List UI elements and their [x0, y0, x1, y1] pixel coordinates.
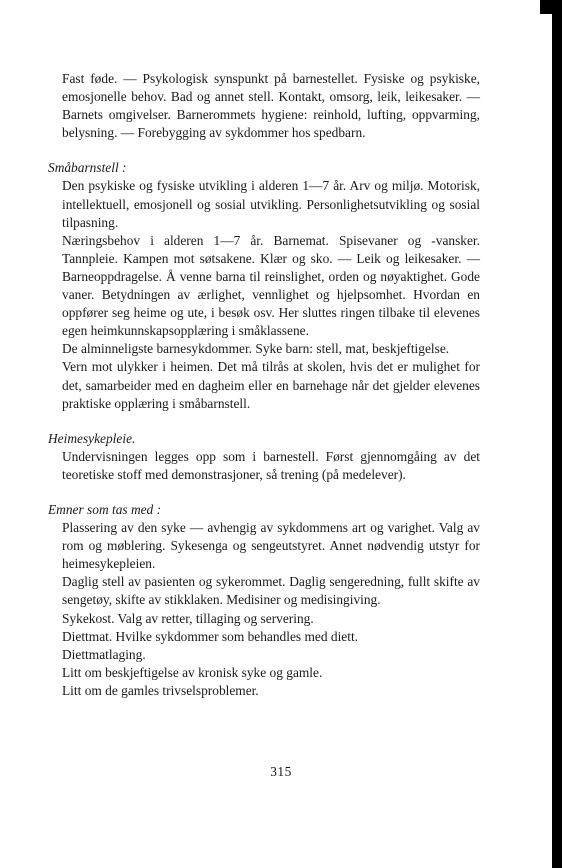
- emner-paragraph-7: Litt om de gamles trivselsproblemer.: [62, 682, 259, 698]
- emner-paragraph-1: Plassering av den syke — avhengig av sykdommens art og varighet. Valg av rom og møblering. Sykesenga og sengeutstyret. Annet nødvendig utstyr for heimesykepleien.: [62, 520, 480, 572]
- intro-paragraph: Fast føde. — Psykologisk synspunkt på barnestellet. Fysiske og psykiske, emosjonelle behov. Bad og annet stell. Kontakt, omsorg, leik, leikesaker. — Barnets omgivelser. Barnerommets hygiene: reinhold, lufting, oppvarming, belysning. — Forebygging av sykdommer hos spedbarn.: [62, 71, 480, 141]
- emner-paragraph-4: Diettmat. Hvilke sykdommer som behandles med diett.: [62, 628, 359, 644]
- heading-emner: Emner som tas med :: [48, 501, 162, 517]
- smabarnstell-paragraph-1: Den psykiske og fysiske utvikling i alderen 1—7 år. Arv og miljø. Motorisk, intellektuell, emosjonell og sosial utvikling. Personlighetsutvikling og sosial tilpasning.: [62, 178, 480, 230]
- emner-paragraph-6: Litt om beskjeftigelse av kronisk syke og gamle.: [62, 664, 323, 680]
- heading-smabarnstell: Småbarnstell :: [48, 160, 127, 176]
- smabarnstell-paragraph-3: De alminneligste barnesykdommer. Syke barn: stell, mat, beskjeftigelse.: [62, 341, 450, 357]
- smabarnstell-paragraph-4: Vern mot ulykker i heimen. Det må tilrås at skolen, hvis det er mulighet for det, samarbeider med en dagheim eller en barnehage når det gjelder elevenes praktiske opplæring i småbarnstell.: [62, 359, 480, 411]
- emner-paragraph-3: Sykekost. Valg av retter, tillaging og servering.: [62, 610, 314, 626]
- emner-paragraph-5: Diettmatlaging.: [62, 646, 146, 662]
- page-number: 315: [270, 764, 292, 779]
- page-edge: [552, 0, 562, 868]
- smabarnstell-paragraph-2: Næringsbehov i alderen 1—7 år. Barnemat. Spisevaner og -vansker. Tannpleie. Kampen mot søtsakene. Klær og sko. — Leik og leikesaker. — Barneoppdragelse. Å venne barna til reinslighet, orden og nøyaktighet. Gode vaner. Betydningen av ærlighet, vennlighet og hjelpsomhet. Hvordan en oppfører seg heime og ute, i besøk osv. Her sluttes ringen tilbake til elevenes egen heimkunnskapsopplæring i småklassene.: [62, 232, 480, 339]
- heading-heimesykepleie: Heimesykepleie.: [48, 430, 136, 446]
- page-content: [48, 70, 480, 700]
- heimesykepleie-paragraph-1: Undervisningen legges opp som i barnestell. Først gjennomgåing av det teoretiske stoff med demonstrasjoner, så trening (på medelever).: [62, 448, 480, 482]
- emner-paragraph-2: Daglig stell av pasienten og sykerommet. Daglig sengeredning, fullt skifte av sengetøy, skifte av stikklaken. Medisiner og medisingiving.: [62, 574, 480, 608]
